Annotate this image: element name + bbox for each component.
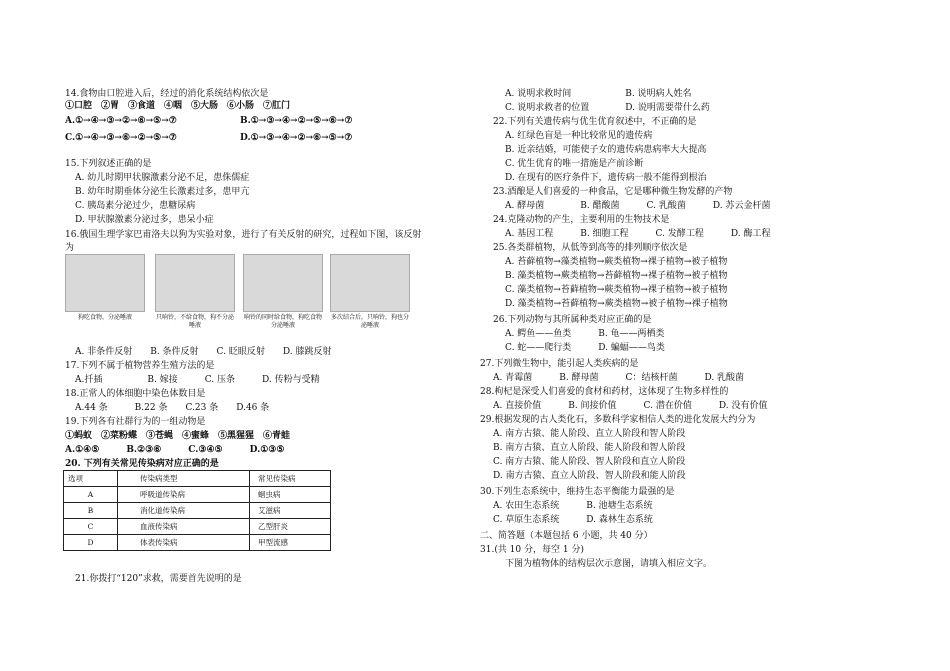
q26-options-ab: A. 鳄鱼——鱼类 B. 龟——两栖类: [505, 329, 665, 339]
table-cell: D: [64, 535, 118, 551]
q18-stem: 18.正常人的体细胞中染色体数目是: [65, 389, 206, 399]
q22-option-b: B. 近亲结婚，可能使子女的遗传病患病率大大提高: [505, 145, 707, 155]
q23-options: A. 酵母菌 B. 醋酸菌 C. 乳酸菌 D. 苏云金杆菌: [505, 201, 771, 211]
q14-option-c: C.①→④→③→⑥→②→⑤→⑦: [65, 133, 177, 143]
dog-panel-3: [243, 254, 323, 340]
q22-stem: 22.下列有关遗传病与优生优育叙述中，不正确的是: [493, 117, 697, 127]
table-cell: C: [64, 519, 118, 535]
q23-stem: 23.酒酿是人们喜爱的一种食品，它是哪种微生物发酵的产物: [493, 187, 733, 197]
dog-image-3: [243, 254, 323, 312]
q30-stem: 30.下列生态系统中，维持生态平衡能力最强的是: [480, 487, 675, 497]
q30-options-ab: A. 农田生态系统 B. 池塘生态系统: [493, 501, 653, 511]
table-cell: 体表传染病: [118, 535, 250, 551]
q15-option-d: D. 甲状腺激素分泌过多，患呆小症: [75, 215, 214, 225]
q24-stem: 24.克隆动物的产生，主要利用的生物技术是: [493, 215, 670, 225]
q28-options: A. 直接价值 B. 间接价值 C. 潜在价值 D. 没有价值: [493, 401, 768, 411]
infectious-disease-table: [63, 470, 331, 551]
pavlov-dog-figure: [65, 254, 450, 340]
q20-stem: 20. 下列有关常见传染病对应正确的是: [65, 459, 219, 469]
q31-heading: 31.(共 10 分，每空 1 分): [480, 545, 584, 555]
q15-option-c: C. 胰岛素分泌过少，患糖尿病: [75, 201, 196, 211]
q25-stem: 25.各类群植物，从低等到高等的排列顺序依次是: [493, 243, 688, 253]
q22-option-d: D. 在现有的医疗条件下，遗传病一般不能得到根治: [505, 173, 707, 183]
table-cell: 艾滋病: [250, 503, 331, 519]
q25-option-c: C. 藻类植物→苔藓植物→蕨类植物→裸子植物→被子植物: [505, 285, 728, 295]
q22-option-a: A. 红绿色盲是一种比较常见的遗传病: [505, 131, 653, 141]
dog-panel-4: [330, 254, 410, 340]
table-cell: 蛔虫病: [250, 487, 331, 503]
q14-stem: 14.食物由口腔进入后，经过的消化系统结构依次是: [65, 89, 269, 99]
dog-image-2: [155, 254, 235, 312]
dog-panel-2: [155, 254, 235, 340]
table-cell: 乙型肝炎: [250, 519, 331, 535]
q29-option-c: C. 南方古猿、能人阶段、智人阶段和直立人阶段: [493, 457, 686, 467]
q24-options: A. 基因工程 B. 细胞工程 C. 发酵工程 D. 酶工程: [505, 229, 771, 239]
q21-options-cd: C. 说明求救者的位置 D. 说明需要带什么药: [505, 103, 710, 113]
table-cell: 甲型流感: [250, 535, 331, 551]
q16-options: A. 非条件反射 B. 条件反射 C. 眨眼反射 D. 膝跳反射: [75, 347, 332, 357]
table-header-cell: 常见传染病: [250, 471, 331, 487]
q26-options-cd: C. 蛇——爬行类 D. 蝙蝠——鸟类: [505, 343, 665, 353]
table-cell: 呼吸道传染病: [118, 487, 250, 503]
dog-caption-4: 多次结合后，只响铃，狗也分泌唾液: [330, 314, 409, 329]
q31-text: 下图为植物体的结构层次示意图，请填入相应文字。: [505, 559, 713, 569]
q25-option-d: D. 藻类植物→苔藓植物→蕨类植物→被子植物→裸子植物: [505, 299, 728, 309]
table-cell: 血液传染病: [118, 519, 250, 535]
q15-option-b: B. 幼年时期垂体分泌生长激素过多，患甲亢: [75, 187, 250, 197]
q26-stem: 26.下列动物与其所属种类对应正确的是: [493, 315, 652, 325]
q14-items: ①口腔 ②胃 ③食道 ④咽 ⑤大肠 ⑥小肠 ⑦肛门: [65, 101, 291, 111]
dog-caption-2: 只响铃，不给食物，狗不分泌唾液: [155, 314, 234, 329]
dog-caption-1: 狗吃食物，分泌唾液: [77, 314, 132, 321]
q15-stem: 15.下列叙述正确的是: [65, 159, 152, 169]
table-row: [64, 503, 331, 519]
dog-panel-1: [65, 254, 145, 340]
q16-stem-line2: 为: [65, 243, 75, 253]
table-header-cell: 传染病类型: [118, 471, 250, 487]
q16-stem-line1: 16.俄国生理学家巴甫洛夫以狗为实验对象，进行了有关反射的研究，过程如下图，该反射: [65, 230, 422, 240]
q27-options: A. 青霉菌 B. 酵母菌 C：结核杆菌 D. 乳酸菌: [493, 373, 745, 383]
q27-stem: 27.下列微生物中，能引起人类疾病的是: [480, 359, 639, 369]
q29-option-a: A. 南方古猿、能人阶段、直立人阶段和智人阶段: [493, 429, 686, 439]
q21-stem: 21.你拨打“120”求救，需要首先说明的是: [75, 574, 242, 584]
q29-option-d: D. 南方古猿、直立人阶段、智人阶段和能人阶段: [493, 471, 686, 481]
table-cell: A: [64, 487, 118, 503]
q19-items: ①蚂蚁 ②菜粉蝶 ③苍蝇 ④蜜蜂 ⑤黑猩猩 ⑥青蛙: [65, 431, 291, 441]
table-row: [64, 487, 331, 503]
q21-options-ab: A. 说明求救时间 B. 说明病人姓名: [505, 89, 692, 99]
table-row: [64, 535, 331, 551]
dog-image-4: [330, 254, 410, 312]
q15-option-a: A. 幼儿时期甲状腺激素分泌不足，患侏儒症: [75, 173, 250, 183]
section-2-heading: 二、简答题（本题包括 6 小题，共 40 分）: [480, 531, 653, 541]
q17-stem: 17.下列不属于植物营养生殖方法的是: [65, 361, 215, 371]
table-cell: B: [64, 503, 118, 519]
q14-option-b: B.①→③→④→②→⑤→⑥→⑦: [240, 116, 353, 126]
q30-options-cd: C. 草原生态系统 D. 森林生态系统: [493, 515, 653, 525]
q22-option-c: C. 优生优育的唯一措施是产前诊断: [505, 159, 644, 169]
table-header-row: [64, 471, 331, 487]
dog-image-1: [65, 254, 145, 312]
q25-option-a: A. 苔藓植物→藻类植物→蕨类植物→裸子植物→被子植物: [505, 257, 728, 267]
table-header-cell: 选项: [64, 471, 118, 487]
q29-option-b: B. 南方古猿、直立人阶段、能人阶段和智人阶段: [493, 443, 686, 453]
table-cell: 消化道传染病: [118, 503, 250, 519]
table-row: [64, 519, 331, 535]
q25-option-b: B. 藻类植物→蕨类植物→苔藓植物→裸子植物→被子植物: [505, 271, 728, 281]
q14-option-d: D.①→③→④→②→⑥→⑤→⑦: [240, 133, 353, 143]
q18-options: A.44 条 B.22 条 C.23 条 D.46 条: [75, 403, 270, 413]
q19-options: A.①④⑤ B.②③⑥ C.③④⑤ D.①③⑤: [65, 445, 285, 455]
q17-options: A.扦插 B. 嫁接 C. 压条 D. 传粉与受精: [75, 375, 320, 385]
q28-stem: 28.枸杞是深受人们喜爱的食材和药材，这体现了生物多样性的: [480, 387, 729, 397]
q19-stem: 19.下列各有社群行为的一组动物是: [65, 417, 206, 427]
q29-stem: 29.根据发现的古人类化石，多数科学家相信人类的进化发展大约分为: [480, 415, 756, 425]
dog-caption-3: 响铃的同时给食物，狗吃食物分泌唾液: [243, 314, 322, 329]
q14-option-a: A.①→④→③→②→⑥→⑤→⑦: [65, 116, 177, 126]
